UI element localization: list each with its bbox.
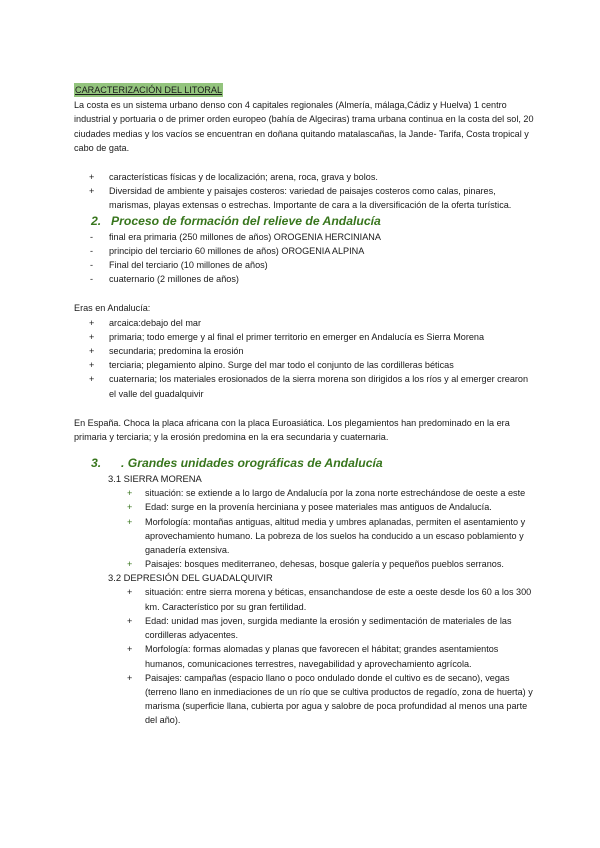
relief-formation-list bbox=[74, 230, 534, 287]
spain-paragraph: En España. Choca la placa africana con la placa Euroasiática. Los plegamientos han predominado en la era primaria y terciaria; y la erosión predomina en la era secundaria y cuaternaria. bbox=[74, 417, 510, 443]
eras-list bbox=[74, 316, 534, 401]
list-item bbox=[74, 272, 534, 286]
list-item: + situación: se extiende a lo largo de Andalucía por la zona norte estrechándose de oeste a este bbox=[74, 486, 534, 500]
spacer bbox=[74, 444, 534, 453]
item-text: final era primaria (250 millones de años) bbox=[109, 231, 274, 242]
spacer bbox=[74, 401, 534, 416]
guadalquivir-heading: 3.2 DEPRESIÓN DEL GUADALQUIVIR bbox=[108, 572, 273, 584]
section-2-heading bbox=[74, 213, 534, 230]
item-emphasis: OROGENIA HERCINIANA bbox=[273, 231, 381, 242]
list-item: + cuaternaria; los materiales erosionados de la sierra morena son dirigidos a los ríos y al emerger crearon el valle del guadalquivir bbox=[74, 372, 534, 400]
document-title: CARACTERIZACIÓN DEL LITORAL bbox=[74, 83, 223, 97]
list-item: + Edad: unidad mas joven, surgida mediante la erosión y sedimentación de materiales de las cordilleras adyacentes. bbox=[74, 614, 534, 642]
list-item: + características físicas y de localización; arena, roca, grava y bolos. bbox=[74, 170, 534, 184]
features-list bbox=[74, 170, 534, 213]
list-item: + arcaica:debajo del mar bbox=[74, 316, 534, 330]
list-item: + Morfología: montañas antiguas, altitud media y umbres aplanadas, permiten el asentamiento y aprovechamiento humano. La pobreza de los suelos ha conducido a un escaso poblamiento y ganadería extensiva. bbox=[74, 515, 534, 558]
section-title: Proceso de formación del relieve de Andalucía bbox=[111, 213, 381, 228]
sierra-morena-heading: 3.1 SIERRA MORENA bbox=[108, 473, 202, 485]
list-item: + Paisajes: bosques mediterraneo, dehesas, bosque galería y pequeños pueblos serranos. bbox=[74, 557, 534, 571]
section-number: 2. bbox=[91, 213, 102, 228]
section-number: 3. bbox=[91, 456, 102, 471]
list-item bbox=[74, 244, 534, 258]
list-item: + primaria; todo emerge y al final el primer territorio en emerger en Andalucía es Sierra Morena bbox=[74, 330, 534, 344]
item-text: cuaternario (2 millones de años) bbox=[109, 274, 239, 285]
spacer bbox=[74, 286, 534, 301]
section-3-heading bbox=[74, 455, 534, 472]
guadalquivir-list bbox=[74, 585, 534, 727]
list-item bbox=[74, 258, 534, 272]
list-item bbox=[74, 230, 534, 244]
list-item: + secundaria; predomina la erosión bbox=[74, 344, 534, 358]
list-item: + Edad: surge en la provenía herciniana y posee materiales mas antiguos de Andalucía. bbox=[74, 500, 534, 514]
section-title: . Grandes unidades orográficas de Andalucía bbox=[121, 456, 383, 471]
list-item: + terciaria; plegamiento alpino. Surge del mar todo el conjunto de las cordilleras béticas bbox=[74, 358, 534, 372]
item-text: Final del terciario (10 millones de años) bbox=[109, 260, 268, 271]
list-item: + Diversidad de ambiente y paisajes costeros: variedad de paisajes costeros como calas, pinares, marismas, playas extensas o estrechas. Importante de cara a la diversificación de la oferta turística. bbox=[74, 184, 534, 212]
item-emphasis: OROGENIA ALPINA bbox=[281, 245, 365, 256]
list-item: + situación: entre sierra morena y béticas, ensanchandose de este a oeste desde los 60 a los 300 km. Característico por su gran fertilidad. bbox=[74, 585, 534, 613]
spacer bbox=[74, 155, 534, 170]
eras-heading: Eras en Andalucía: bbox=[74, 303, 151, 314]
item-text: principio del terciario 60 millones de años) bbox=[109, 245, 282, 256]
list-item: + Paisajes: campañas (espacio llano o poco ondulado donde el cultivo es de secano), vegas (terreno llano en inmediaciones de un río que se cultiva productos de regadío, zona de huerta) y marisma (superficie llana, cubierta por agua y salobre de poca profundidad al menos una parte del año). bbox=[74, 671, 534, 728]
sierra-morena-list bbox=[74, 486, 534, 571]
intro-paragraph: La costa es un sistema urbano denso con 4 capitales regionales (Almería, málaga,Cádiz y Huelva) 1 centro industrial y portuaria o de primer orden europeo (bahía de Algeciras) trama urbana continua en la costa del sol, 20 ciudades medias y los vacíos se encuentran en doñana quitando matalascañas, la Jande- Tarifa, Costa tropical y cabo de gata. bbox=[74, 100, 534, 153]
list-item: + Morfología: formas alomadas y planas que favorecen el hábitat; grandes asentamientos humanos, comunicaciones terrestres, navegabilidad y aprovechamiento agrícola. bbox=[74, 642, 534, 670]
document-page bbox=[74, 83, 534, 728]
